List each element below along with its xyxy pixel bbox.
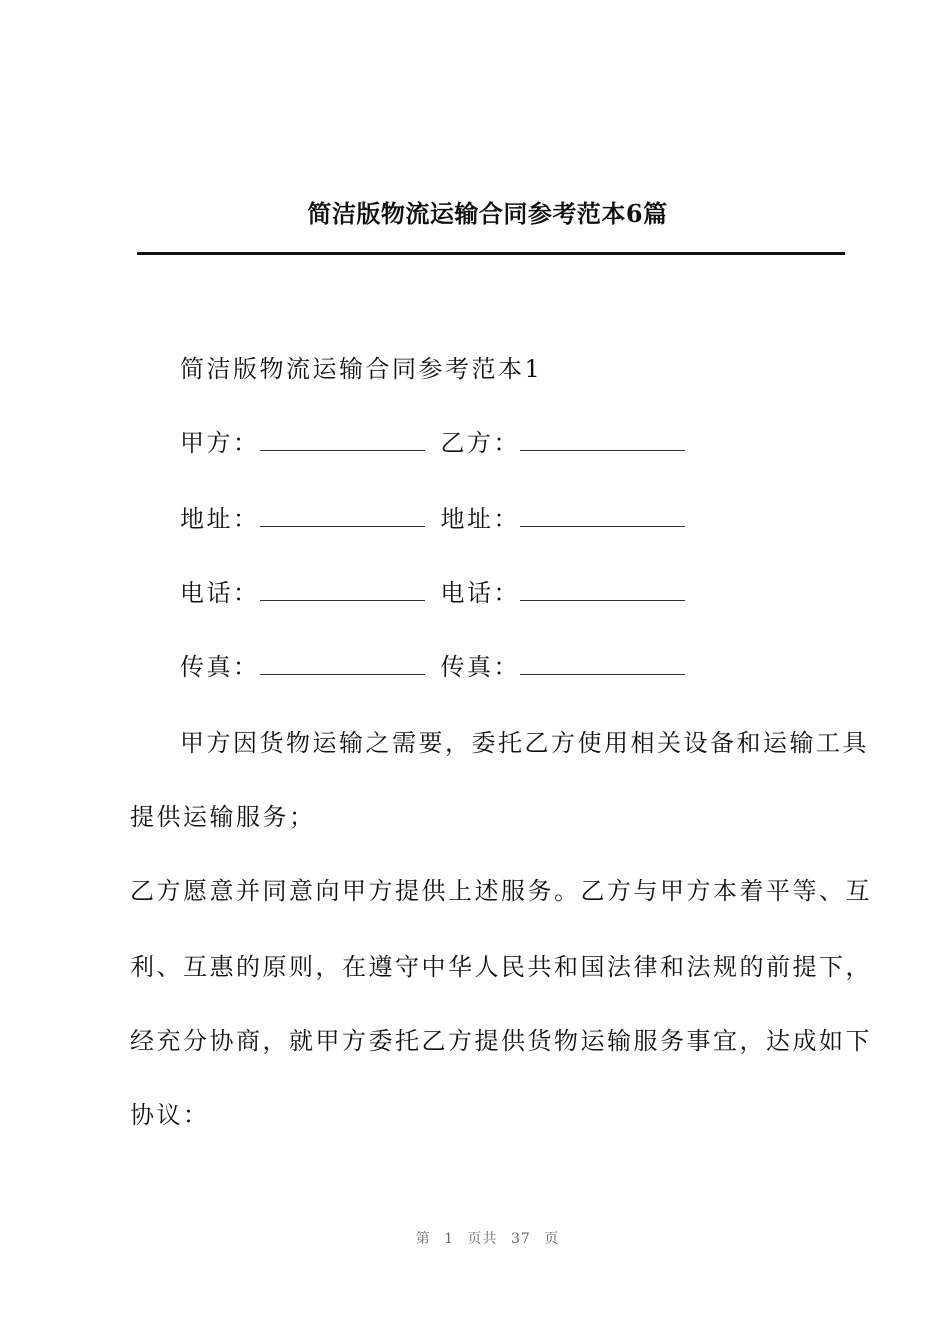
party-name-row xyxy=(180,426,701,460)
party-b-address-blank xyxy=(520,508,685,527)
paragraph-line: 甲方因货物运输之需要，委托乙方使用相关设备和运输工具 xyxy=(180,729,869,757)
address-row xyxy=(180,502,701,536)
party-a-fax-blank xyxy=(260,656,425,675)
section-heading: 简洁版物流运输合同参考范本1 xyxy=(180,355,543,383)
party-b-blank xyxy=(520,432,685,451)
party-a-address-label: 地址： xyxy=(180,505,260,533)
party-b-phone-blank xyxy=(520,582,685,601)
paragraph-line: 协议： xyxy=(130,1101,210,1129)
page-title: 简洁版物流运输合同参考范本6篇 xyxy=(307,199,668,228)
phone-row xyxy=(180,576,701,610)
party-b-address-label: 地址： xyxy=(440,505,520,533)
party-b-label: 乙方： xyxy=(440,429,520,457)
party-a-blank xyxy=(260,432,425,451)
paragraph-line: 经充分协商，就甲方委托乙方提供货物运输服务事宜，达成如下 xyxy=(130,1027,872,1055)
page-number-footer: 第 1 页共 37 页 xyxy=(415,1231,560,1247)
party-b-fax-blank xyxy=(520,656,685,675)
party-a-phone-blank xyxy=(260,582,425,601)
party-a-label: 甲方： xyxy=(180,429,260,457)
title-divider xyxy=(137,252,845,255)
paragraph-line: 利、互惠的原则，在遵守中华人民共和国法律和法规的前提下， xyxy=(130,953,872,981)
party-a-phone-label: 电话： xyxy=(180,579,260,607)
paragraph-line: 乙方愿意并同意向甲方提供上述服务。乙方与甲方本着平等、互 xyxy=(130,877,872,905)
fax-row xyxy=(180,650,701,684)
paragraph-line: 提供运输服务； xyxy=(130,803,316,831)
party-b-phone-label: 电话： xyxy=(440,579,520,607)
party-a-fax-label: 传真： xyxy=(180,653,260,681)
party-a-address-blank xyxy=(260,508,425,527)
party-b-fax-label: 传真： xyxy=(440,653,520,681)
